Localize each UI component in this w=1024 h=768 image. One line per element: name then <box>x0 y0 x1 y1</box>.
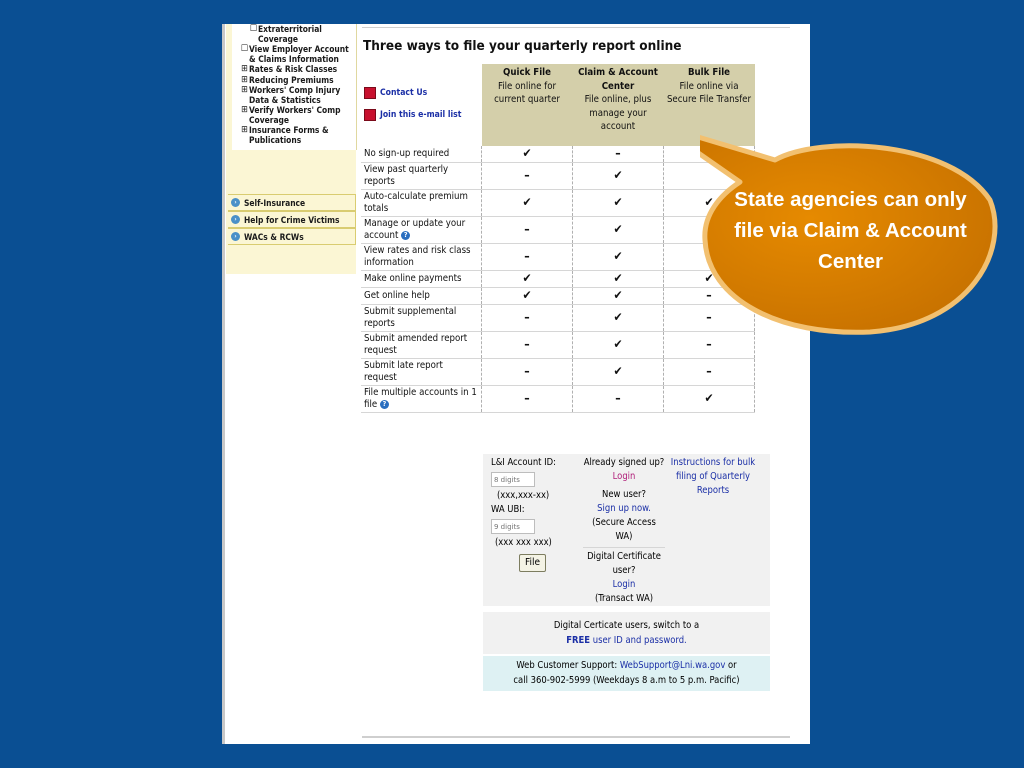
account-id-format: (xxx,xxx-xx) <box>497 490 550 501</box>
sidebar-item-injury-data[interactable]: ⊞ Workers' Comp Injury Data & Statistics <box>241 85 341 105</box>
dash-icon: – <box>524 337 530 351</box>
claim-account-cell <box>573 244 664 271</box>
row-label: View rates and risk class information <box>361 244 482 271</box>
checkmark-icon: ✔ <box>613 310 623 324</box>
quick-file-cell <box>482 163 573 190</box>
sidebar <box>226 24 356 274</box>
contact-icon <box>364 87 376 99</box>
quick-file-cell <box>482 359 573 386</box>
account-id-label: L&I Account ID: <box>491 457 556 468</box>
help-icon[interactable]: ? <box>380 400 389 409</box>
row-label: Submit late report request <box>361 359 482 386</box>
table-row <box>361 244 755 271</box>
row-label: File multiple accounts in 1 file ? <box>361 386 482 413</box>
account-id-input[interactable] <box>491 472 535 487</box>
checkmark-icon: ✔ <box>613 271 623 285</box>
bulk-file-cell <box>664 359 755 386</box>
ubi-label: WA UBI: <box>491 504 525 515</box>
top-divider <box>362 27 790 28</box>
filing-section <box>483 454 770 691</box>
row-label: Make online payments <box>361 271 482 288</box>
arrow-circle-icon: › <box>231 232 240 241</box>
claim-account-cell <box>573 359 664 386</box>
claim-account-cell <box>573 217 664 244</box>
table-row <box>361 288 755 305</box>
checkbox-icon: ☐ <box>241 44 249 54</box>
login-link[interactable]: Login <box>612 471 636 482</box>
checkmark-icon: ✔ <box>613 195 623 209</box>
signed-up-text: Already signed up? <box>583 457 665 468</box>
column-header-bulk-file: Bulk File File online via Secure File Transfer <box>664 64 755 146</box>
digital-cert-block <box>583 547 665 606</box>
support-email-link[interactable]: WebSupport@Lni.wa.gov <box>619 660 726 671</box>
arrow-circle-icon: › <box>231 215 240 224</box>
quick-file-cell <box>482 288 573 305</box>
checkmark-icon: ✔ <box>613 222 623 236</box>
bottom-divider <box>362 736 790 738</box>
sidebar-item-rates[interactable]: ⊞ Rates & Risk Classes <box>241 64 338 74</box>
comparison-table <box>361 64 755 413</box>
row-label: Get online help <box>361 288 482 305</box>
digital-certificate-notice: Digital Certicate users, switch to a FREE user ID and password. <box>483 612 770 654</box>
dash-icon: – <box>524 249 530 263</box>
dash-icon: – <box>524 222 530 236</box>
checkmark-icon: ✔ <box>704 195 714 209</box>
page-title: Three ways to file your quarterly report online <box>363 38 682 54</box>
new-user-text: New user? <box>602 489 646 500</box>
expand-icon: ⊞ <box>241 85 248 95</box>
checkmark-icon: ✔ <box>704 271 714 285</box>
dash-icon: – <box>524 168 530 182</box>
expand-icon: ⊞ <box>241 64 248 74</box>
sidebar-item-extraterritorial[interactable]: ☐ Extraterritorial Coverage <box>250 24 322 44</box>
row-label: Manage or update your account ? <box>361 217 482 244</box>
sidebar-item-employer-account[interactable]: ☐ View Employer Account & Claims Information <box>241 44 349 64</box>
table-header-row <box>361 64 755 146</box>
quick-file-cell <box>482 190 573 217</box>
quick-file-cell <box>482 386 573 413</box>
row-label: Submit supplemental reports <box>361 305 482 332</box>
checkmark-icon: ✔ <box>613 249 623 263</box>
table-row <box>361 163 755 190</box>
claim-account-cell <box>573 163 664 190</box>
checkmark-icon: ✔ <box>613 288 623 302</box>
dash-icon: – <box>615 391 621 405</box>
table-row <box>361 386 755 413</box>
checkmark-icon: ✔ <box>613 364 623 378</box>
email-list-link[interactable]: Join this e-mail list <box>364 109 479 121</box>
checkmark-icon: ✔ <box>522 288 532 302</box>
table-row <box>361 190 755 217</box>
sidebar-item-reducing-premiums[interactable]: ⊞ Reducing Premiums <box>241 74 334 85</box>
dash-icon: – <box>706 337 712 351</box>
claim-account-cell <box>573 271 664 288</box>
column-header-quick-file: Quick File File online for current quarter <box>482 64 573 146</box>
secure-access-text: (Secure Access WA) <box>592 517 656 542</box>
dash-icon: – <box>706 364 712 378</box>
checkmark-icon: ✔ <box>613 337 623 351</box>
quick-file-cell <box>482 332 573 359</box>
screenshot-left-edge <box>222 24 225 744</box>
claim-account-cell <box>573 386 664 413</box>
header-spacer <box>361 64 482 146</box>
quick-file-cell <box>482 217 573 244</box>
sidebar-section-crime-victims[interactable]: › Help for Crime Victims <box>228 211 356 228</box>
transact-text: (Transact WA) <box>594 593 654 604</box>
claim-account-login <box>583 454 665 606</box>
claim-account-cell <box>573 332 664 359</box>
expand-icon: ⊞ <box>241 125 248 135</box>
sidebar-item-insurance-forms[interactable]: ⊞ Insurance Forms & Publications <box>241 125 329 145</box>
quick-file-cell <box>482 271 573 288</box>
table-row <box>361 305 755 332</box>
table-row <box>361 359 755 386</box>
checkmark-icon: ✔ <box>522 271 532 285</box>
digital-cert-login-link[interactable]: Login <box>612 579 636 590</box>
checkbox-icon: ☐ <box>250 24 258 34</box>
ubi-input[interactable] <box>491 519 535 534</box>
digital-cert-text: Digital Certificate user? <box>587 551 661 576</box>
sidebar-tree <box>232 24 357 150</box>
sidebar-item-verify-coverage[interactable]: ⊞ Verify Workers' Comp Coverage <box>241 105 341 125</box>
dash-icon: – <box>706 310 712 324</box>
filing-columns <box>483 454 770 606</box>
signup-link[interactable]: Sign up now. <box>597 503 651 514</box>
quick-file-form <box>483 454 583 606</box>
sidebar-section-wacs-rcws[interactable]: › WACs & RCWs <box>228 228 356 245</box>
contact-us-link[interactable]: Contact Us <box>364 87 479 99</box>
table-row <box>361 271 755 288</box>
dash-icon: – <box>706 288 712 302</box>
web-support-box: Web Customer Support: WebSupport@Lni.wa.gov or call 360-902-5999 (Weekdays 8 a.m to 5 p.m. Pacific) <box>483 656 770 691</box>
quick-file-cell <box>482 146 573 163</box>
callout-text: State agencies can only file via Claim & Account Center <box>734 188 967 273</box>
bulk-instructions-link[interactable]: Instructions for bulk filing of Quarterly Reports <box>670 457 756 496</box>
file-button[interactable]: File <box>519 554 546 572</box>
sidebar-section-self-insurance[interactable]: › Self-Insurance <box>228 194 356 211</box>
table-row <box>361 146 755 163</box>
dash-icon: – <box>524 310 530 324</box>
expand-icon: ⊞ <box>241 105 248 115</box>
checkmark-icon: ✔ <box>522 195 532 209</box>
dash-icon: – <box>524 391 530 405</box>
expand-icon: ⊞ <box>241 74 248 85</box>
arrow-circle-icon: › <box>231 198 240 207</box>
checkmark-icon: ✔ <box>522 146 532 160</box>
claim-account-cell <box>573 146 664 163</box>
free-userid-link[interactable]: user ID and password. <box>592 635 687 646</box>
quick-file-cell <box>482 305 573 332</box>
column-header-claim-account: Claim & Account Center File online, plus manage your account <box>573 64 664 146</box>
table-body <box>361 146 755 413</box>
bulk-file-info <box>665 454 761 606</box>
checkmark-icon: ✔ <box>704 391 714 405</box>
row-label: No sign-up required <box>361 146 482 163</box>
dash-icon: – <box>615 146 621 160</box>
claim-account-cell <box>573 190 664 217</box>
row-label: View past quarterly reports <box>361 163 482 190</box>
table-row <box>361 332 755 359</box>
quick-file-cell <box>482 244 573 271</box>
bulk-file-cell <box>664 386 755 413</box>
claim-account-cell <box>573 288 664 305</box>
row-label: Submit amended report request <box>361 332 482 359</box>
dash-icon: – <box>524 364 530 378</box>
checkmark-icon: ✔ <box>613 168 623 182</box>
claim-account-cell <box>573 305 664 332</box>
ubi-format: (xxx xxx xxx) <box>495 537 552 548</box>
help-icon[interactable]: ? <box>401 231 410 240</box>
row-label: Auto-calculate premium totals <box>361 190 482 217</box>
table-row <box>361 217 755 244</box>
mail-icon <box>364 109 376 121</box>
